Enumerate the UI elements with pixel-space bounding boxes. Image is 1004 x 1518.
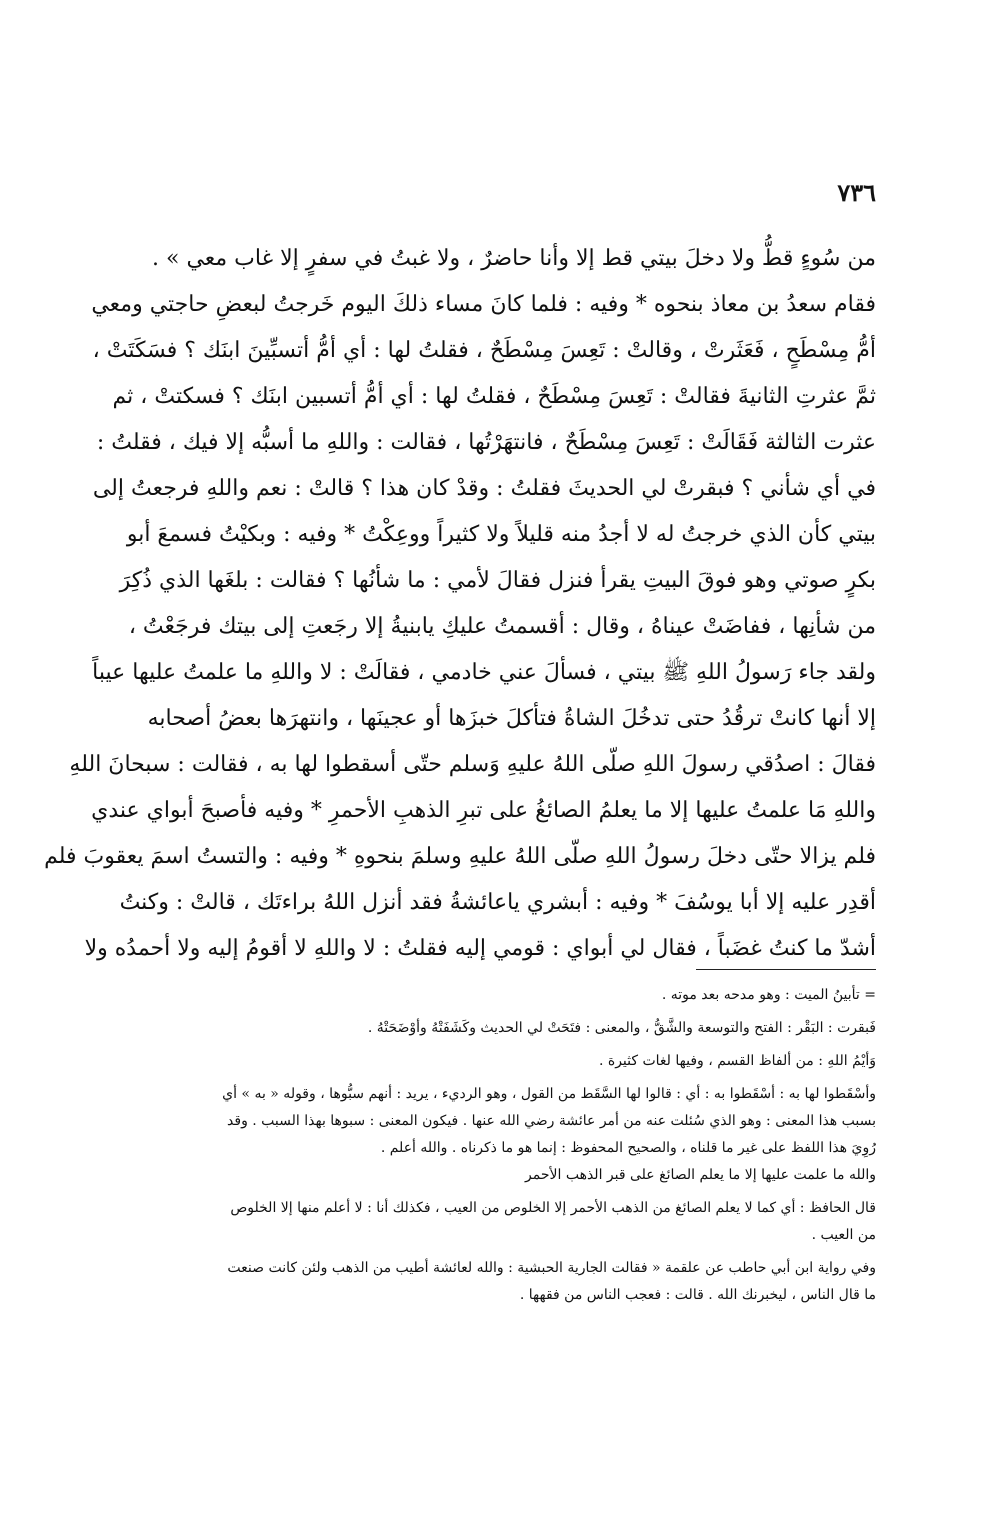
main-text-line: أشدّ ما كنتُ غضَباً ، فقال لي أبواي : قومي إليه فقلتُ : لا واللهِ لا أقومُ إليه ولا أحمدُه ولا (84, 936, 876, 961)
footnote-line: وَأيْمُ اللهِ : من ألفاظ القسم ، وفيها لغات كثيرة . (598, 1053, 876, 1069)
main-text (44, 236, 876, 972)
main-text-line: أقدِر عليه إلا أبا يوسُفَ * وفيه : أبشري ياعائشةُ فقد أنزل اللهُ براءتَك ، قالتْ : وكنتُ (119, 890, 876, 915)
main-text-line: في أي شأني ؟ فبقرتْ لي الحديثَ فقلتُ : وقدْ كان هذا ؟ قالتْ : نعم واللهِ فرجعتُ إلى (92, 476, 876, 501)
main-text-line: ولقد جاء رَسولُ اللهِ ﷺ بيتي ، فسألَ عني خادمي ، فقالَتْ : لا واللهِ ما علمتُ عليها عيباً (92, 660, 876, 685)
footnote-divider (696, 969, 876, 970)
main-text-line: إلا أنها كانتْ ترقُدُ حتى تدخُلَ الشاةُ فتأكلَ خبزَها أو عجينَها ، وانتهرَها بعضُ أصحابه (147, 706, 876, 731)
main-text-line: بيتي كأن الذي خرجتُ له لا أجدُ منه قليلاً ولا كثيراً ووعِكْتُ * وفيه : وبكيْتُ فسمعَ أبو (126, 522, 876, 547)
page-number: ٧٣٦ (837, 178, 876, 207)
main-text-line: عثرت الثالثة فَقَالَتْ : تَعِسَ مِسْطَحٌ ، فانتهَرْتُها ، فقالت : واللهِ ما أسبُّه إلا فيك ، فقلتُ : (96, 430, 876, 455)
footnote-line: فَبقرت : البَقْر : الفتح والتوسعة والشَّقُّ ، والمعنى : فتَحَتْ لي الحديث وكَشَفَتْهُ وأوْضَحَتْهُ . (367, 1020, 876, 1036)
footnote-line: من العيب . (811, 1227, 876, 1243)
main-text-line: ثمَّ عثرتِ الثانيةَ فقالتْ : تَعِسَ مِسْطَحٌ ، فقلتُ لها : أي أمُّ أتسبين ابنَك ؟ فسكتتْ ، ثم (112, 384, 876, 409)
main-text-line: بكرٍ صوتي وهو فوقَ البيتِ يقرأ فنزل فقالَ لأمي : ما شأنُها ؟ فقالت : بلغَها الذي ذُكِرَ (119, 568, 876, 593)
main-text-line: فقالَ : اصدُقي رسولَ اللهِ صلّى اللهُ عليهِ وَسلم حتّى أسقطوا لها به ، فقالت : سبحانَ اللهِ (69, 752, 876, 777)
footnotes (134, 982, 876, 1309)
footnote-line: وفي رواية ابن أبي حاطب عن علقمة « فقالت الجارية الحبشية : والله لعائشة أطيب من الذهب ولئن كانت صنعت (227, 1260, 876, 1276)
main-text-line: واللهِ مَا علمتُ عليها إلا ما يعلمُ الصائغُ على تبرِ الذهبِ الأحمرِ * وفيه فأصبحَ أبواي عندي (91, 798, 876, 823)
footnote-line: وأسْقَطوا لها به : أسْقَطوا به : أي : قالوا لها السَّقَط من القول ، وهو الرديء ، يريد : أنهم سبُّوها ، وقوله « به » أي (222, 1086, 876, 1102)
main-text-line: من شأنِها ، ففاضَتْ عيناهُ ، وقال : أقسمتُ عليكِ يابنيةُ إلا رجَعتِ إلى بيتك فرجَعْتُ ، (128, 614, 876, 639)
main-text-line: من سُوءٍ قطُّ ولا دخلَ بيتي قط إلا وأنا حاضرٌ ، ولا غبتُ في سفرٍ إلا غاب معي » . (152, 246, 876, 271)
main-text-line: أمُّ مِسْطَحٍ ، فَعَثَرتْ ، وقالتْ : تَعِسَ مِسْطَحٌ ، فقلتُ لها : أي أمُّ أتسبِّينَ ابنَك ؟ فسَكَتَتْ ، (92, 338, 876, 363)
footnote-line: بسبب هذا المعنى : وهو الذي سُئلت عنه من أمر عائشة رضي الله عنها . فيكون المعنى : سبوها بهذا السبب . وقد (227, 1113, 876, 1129)
footnote-line: والله ما علمت عليها إلا ما يعلم الصائغ على قبر الذهب الأحمر (525, 1167, 876, 1183)
footnote-line: = تأبينُ الميت : وهو مدحه بعد موته . (661, 987, 876, 1003)
footnote-line: رُوِيَ هذا اللفظ على غير ما قلناه ، والصحيح المحفوظ : إنما هو ما ذكرناه . والله أعلم . (380, 1140, 876, 1156)
footnote-line: قال الحافظ : أي كما لا يعلم الصائغ من الذهب الأحمر إلا الخلوص من العيب ، فكذلك أنا : لا أعلم منها إلا الخلوص (230, 1200, 876, 1216)
main-text-line: فقام سعدُ بن معاذ بنحوه * وفيه : فلما كانَ مساء ذلكَ اليوم خَرجتُ لبعضِ حاجتي ومعي (91, 292, 876, 317)
main-text-line: فلم يزالا حتّى دخلَ رسولُ اللهِ صلّى اللهُ عليهِ وسلمَ بنحوهِ * وفيه : والتستُ اسمَ يعقوبَ فلم (44, 844, 876, 869)
footnote-line: ما قال الناس ، ليخبرنك الله . قالت : فعجب الناس من فقهها . (519, 1287, 876, 1303)
